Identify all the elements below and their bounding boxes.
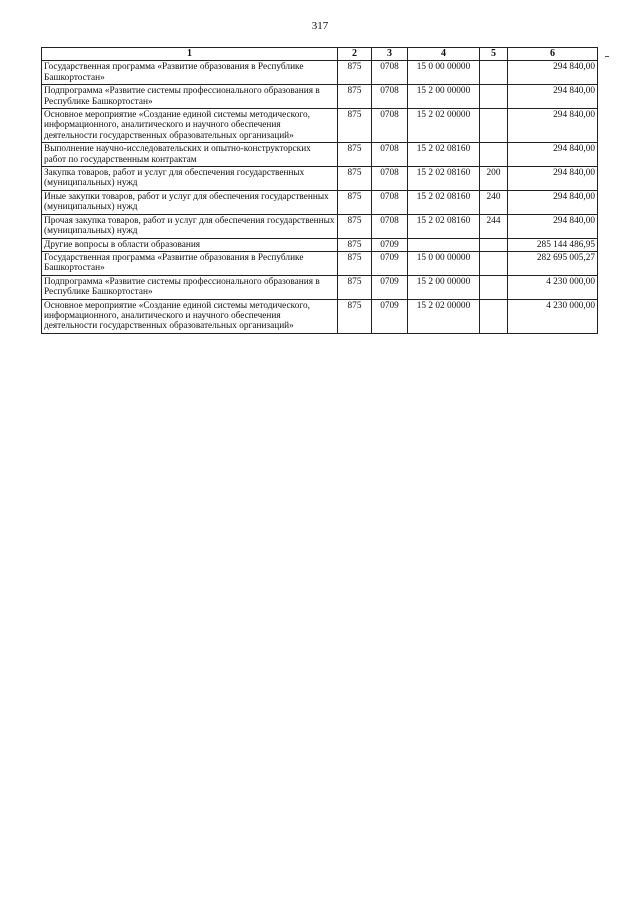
row-target-article: 15 2 00 00000 bbox=[408, 275, 480, 299]
row-admin-code: 875 bbox=[338, 85, 372, 109]
row-section-code: 0708 bbox=[372, 61, 408, 85]
row-target-article: 15 2 02 00000 bbox=[408, 299, 480, 333]
row-section-code: 0708 bbox=[372, 214, 408, 238]
row-expense-type bbox=[480, 61, 508, 85]
table-row bbox=[42, 167, 598, 191]
row-admin-code: 875 bbox=[338, 299, 372, 333]
row-section-code: 0709 bbox=[372, 299, 408, 333]
row-target-article: 15 0 00 00000 bbox=[408, 251, 480, 275]
row-target-article: 15 0 00 00000 bbox=[408, 61, 480, 85]
table-row bbox=[42, 109, 598, 143]
row-target-article: 15 2 02 08160 bbox=[408, 143, 480, 167]
table-row bbox=[42, 238, 598, 251]
row-amount: 294 840,00 bbox=[508, 190, 598, 214]
row-admin-code: 875 bbox=[338, 214, 372, 238]
row-name: Иные закупки товаров, работ и услуг для обеспечения государственных (муниципальных) нужд bbox=[42, 190, 338, 214]
header-col-1: 1 bbox=[42, 48, 338, 61]
row-section-code: 0708 bbox=[372, 167, 408, 191]
row-expense-type: 244 bbox=[480, 214, 508, 238]
scan-mark bbox=[605, 56, 609, 57]
row-admin-code: 875 bbox=[338, 109, 372, 143]
row-expense-type bbox=[480, 109, 508, 143]
row-expense-type: 240 bbox=[480, 190, 508, 214]
header-col-3: 3 bbox=[372, 48, 408, 61]
row-section-code: 0709 bbox=[372, 238, 408, 251]
row-name: Выполнение научно-исследовательских и опытно-конструкторских работ по государственным контрактам bbox=[42, 143, 338, 167]
row-admin-code: 875 bbox=[338, 275, 372, 299]
row-target-article: 15 2 02 08160 bbox=[408, 167, 480, 191]
row-name: Основное мероприятие «Создание единой системы методического, информационного, аналитического и научного обеспечения деятельности государственных образовательных организаций» bbox=[42, 109, 338, 143]
row-amount: 294 840,00 bbox=[508, 109, 598, 143]
row-admin-code: 875 bbox=[338, 61, 372, 85]
table-header-row bbox=[42, 48, 598, 61]
row-amount: 294 840,00 bbox=[508, 167, 598, 191]
table-row bbox=[42, 299, 598, 333]
header-col-5: 5 bbox=[480, 48, 508, 61]
table-row bbox=[42, 275, 598, 299]
header-col-4: 4 bbox=[408, 48, 480, 61]
row-target-article bbox=[408, 238, 480, 251]
row-name: Подпрограмма «Развитие системы профессионального образования в Республике Башкортостан» bbox=[42, 275, 338, 299]
header-col-6: 6 bbox=[508, 48, 598, 61]
row-expense-type bbox=[480, 299, 508, 333]
table-row bbox=[42, 251, 598, 275]
row-amount: 294 840,00 bbox=[508, 143, 598, 167]
row-amount: 285 144 486,95 bbox=[508, 238, 598, 251]
row-expense-type bbox=[480, 85, 508, 109]
row-amount: 294 840,00 bbox=[508, 61, 598, 85]
row-amount: 282 695 005,27 bbox=[508, 251, 598, 275]
row-section-code: 0709 bbox=[372, 275, 408, 299]
row-amount: 4 230 000,00 bbox=[508, 299, 598, 333]
row-admin-code: 875 bbox=[338, 238, 372, 251]
row-target-article: 15 2 02 08160 bbox=[408, 190, 480, 214]
row-section-code: 0708 bbox=[372, 109, 408, 143]
row-expense-type bbox=[480, 143, 508, 167]
budget-table bbox=[41, 47, 598, 334]
row-name: Прочая закупка товаров, работ и услуг для обеспечения государственных (муниципальных) нужд bbox=[42, 214, 338, 238]
table-row bbox=[42, 143, 598, 167]
table-row bbox=[42, 85, 598, 109]
row-name: Закупка товаров, работ и услуг для обеспечения государственных (муниципальных) нужд bbox=[42, 167, 338, 191]
row-expense-type bbox=[480, 251, 508, 275]
header-col-2: 2 bbox=[338, 48, 372, 61]
page-number: 317 bbox=[311, 20, 329, 32]
row-expense-type bbox=[480, 238, 508, 251]
row-amount: 4 230 000,00 bbox=[508, 275, 598, 299]
row-section-code: 0708 bbox=[372, 85, 408, 109]
row-name: Государственная программа «Развитие образования в Республике Башкортостан» bbox=[42, 251, 338, 275]
row-target-article: 15 2 02 08160 bbox=[408, 214, 480, 238]
row-amount: 294 840,00 bbox=[508, 85, 598, 109]
row-amount: 294 840,00 bbox=[508, 214, 598, 238]
row-name: Подпрограмма «Развитие системы профессионального образования в Республике Башкортостан» bbox=[42, 85, 338, 109]
row-name: Государственная программа «Развитие образования в Республике Башкортостан» bbox=[42, 61, 338, 85]
row-target-article: 15 2 00 00000 bbox=[408, 85, 480, 109]
row-name: Основное мероприятие «Создание единой системы методического, информационного, аналитического и научного обеспечения деятельности государственных образовательных организаций» bbox=[42, 299, 338, 333]
row-target-article: 15 2 02 00000 bbox=[408, 109, 480, 143]
table-row bbox=[42, 214, 598, 238]
row-name: Другие вопросы в области образования bbox=[42, 238, 338, 251]
table-row bbox=[42, 61, 598, 85]
row-expense-type bbox=[480, 275, 508, 299]
row-admin-code: 875 bbox=[338, 143, 372, 167]
row-admin-code: 875 bbox=[338, 167, 372, 191]
row-section-code: 0708 bbox=[372, 190, 408, 214]
table-row bbox=[42, 190, 598, 214]
row-section-code: 0709 bbox=[372, 251, 408, 275]
row-expense-type: 200 bbox=[480, 167, 508, 191]
row-admin-code: 875 bbox=[338, 251, 372, 275]
row-admin-code: 875 bbox=[338, 190, 372, 214]
row-section-code: 0708 bbox=[372, 143, 408, 167]
